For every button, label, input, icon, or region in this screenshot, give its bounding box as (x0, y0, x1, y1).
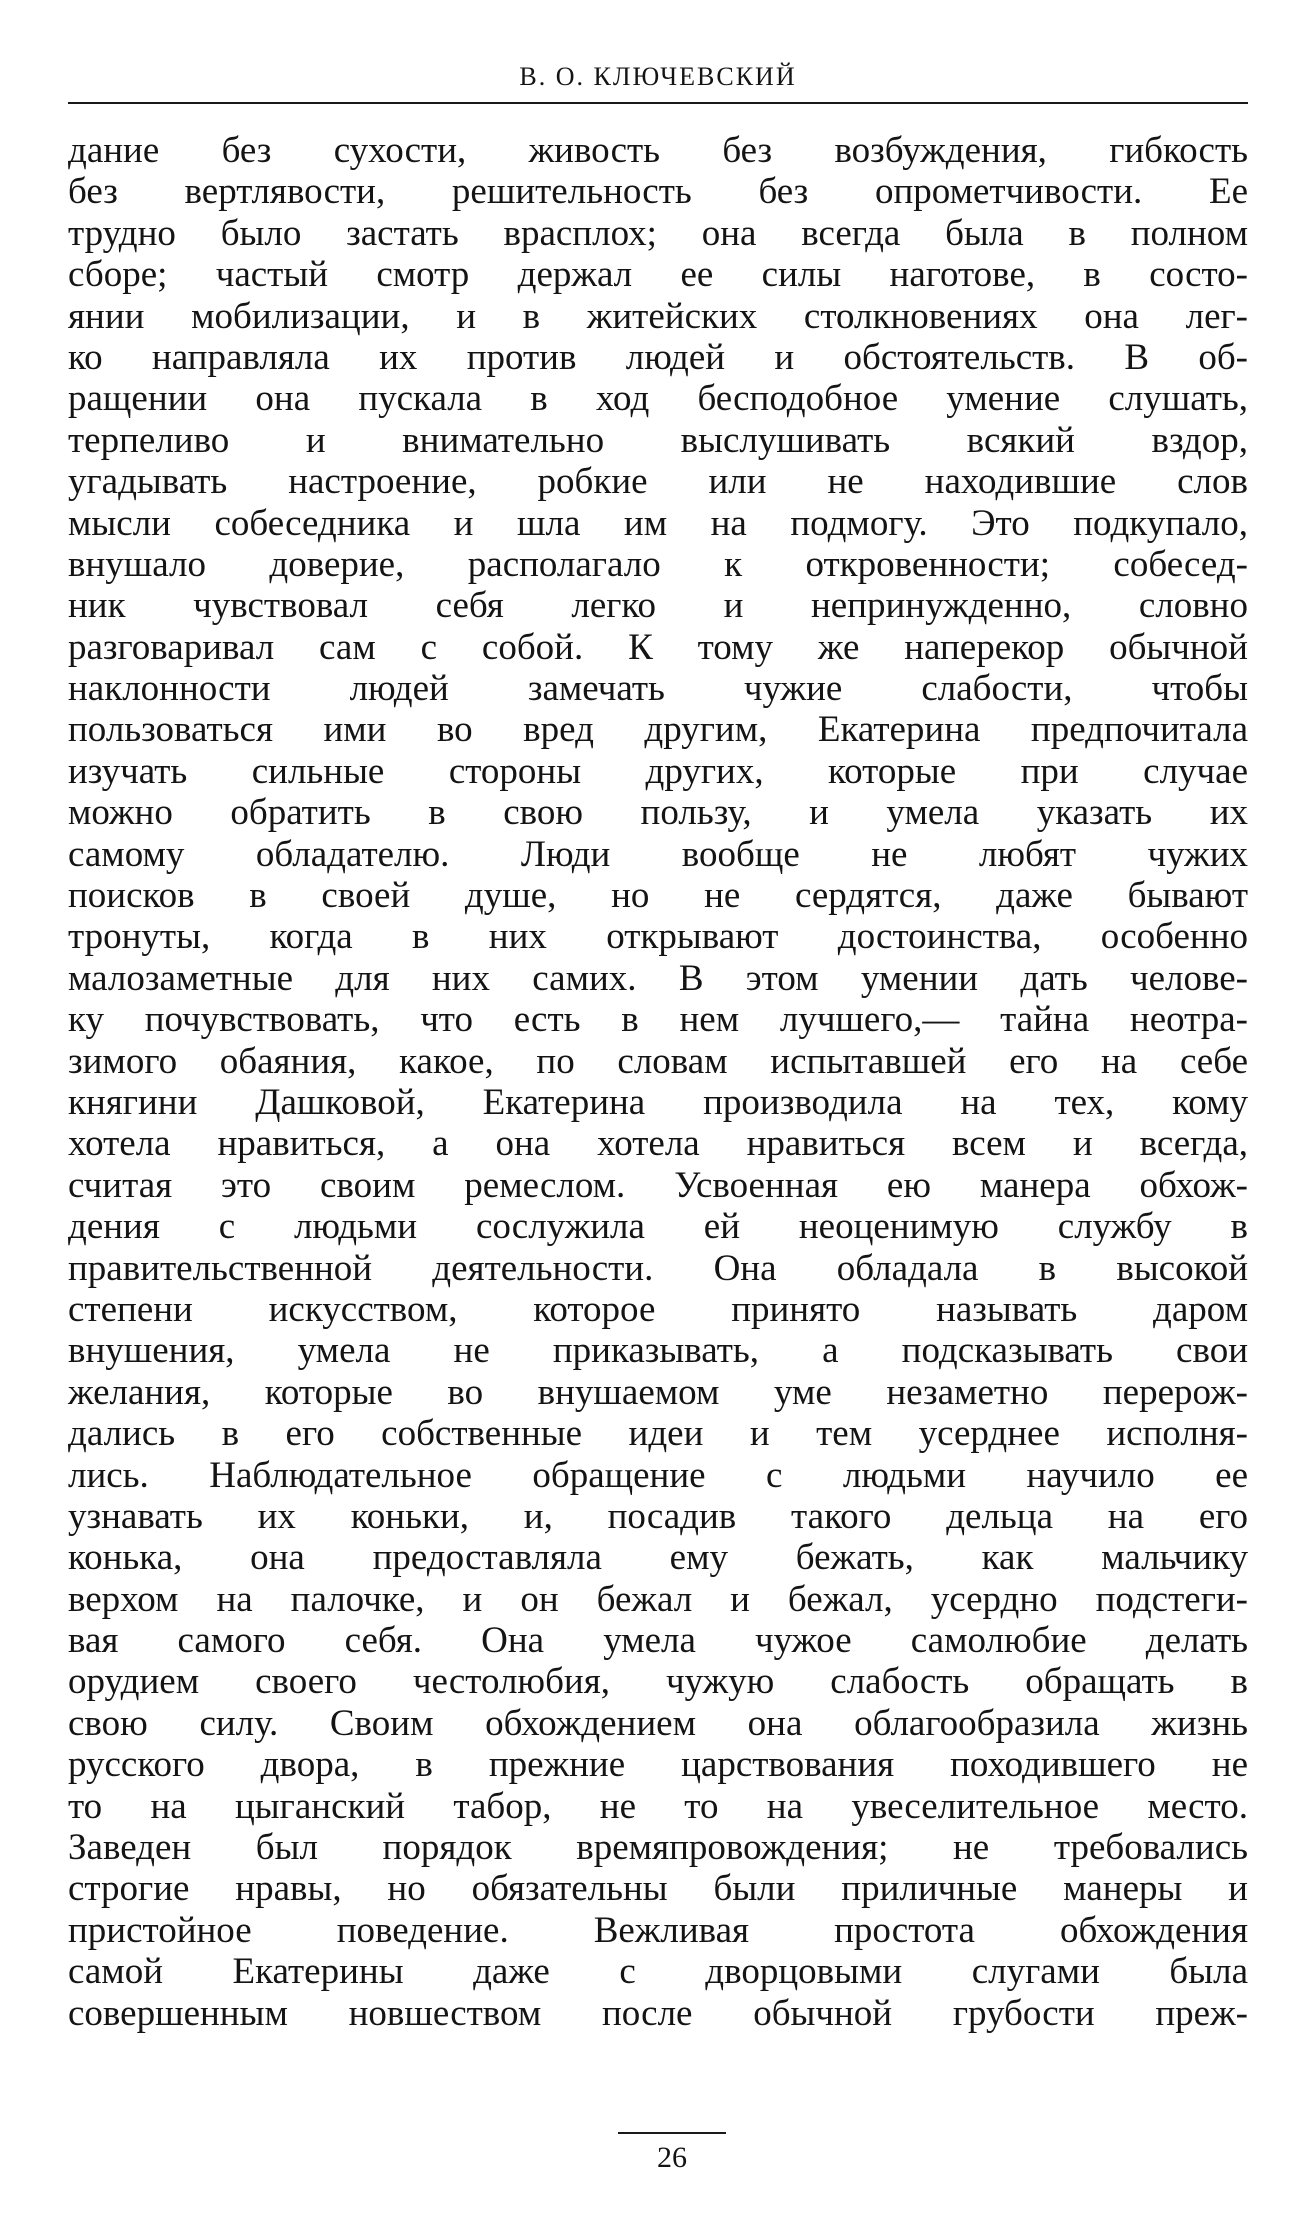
text-line: зимого обаяния, какое, по словам испытавшей его на себе (68, 1040, 1248, 1082)
text-line: наклонности людей замечать чужие слабости, чтобы (68, 668, 1248, 710)
text-line: конька, она предоставляла ему бежать, как мальчику (68, 1537, 1248, 1579)
text-line: пристойное поведение. Вежливая простота обхождения (68, 1909, 1248, 1951)
text-line: дание без сухости, живость без возбуждения, гибкость (68, 130, 1248, 171)
text-line: правительственной деятельности. Она обладала в высокой (68, 1247, 1248, 1289)
text-line: орудием своего честолюбия, чужую слабость обращать в (68, 1661, 1248, 1703)
text-line: самой Екатерины даже с дворцовыми слугами была (68, 1951, 1248, 1993)
text-line: узнавать их коньки, и, посадив такого дельца на его (68, 1495, 1248, 1537)
text-line: княгини Дашковой, Екатерина производила на тех, кому (68, 1081, 1248, 1123)
text-line: разговаривал сам с собой. К тому же наперекор обычной (68, 626, 1248, 668)
text-line: свою силу. Своим обхождением она облагообразила жизнь (68, 1702, 1248, 1744)
text-line: считая это своим ремеслом. Усвоенная ею манера обхож- (68, 1164, 1248, 1206)
body-text (68, 130, 1248, 2034)
text-line: малозаметные для них самих. В этом умении дать челове- (68, 957, 1248, 999)
text-line: Заведен был порядок времяпровождения; не требовались (68, 1827, 1248, 1869)
text-line: ко направляла их против людей и обстоятельств. В об- (68, 336, 1248, 378)
text-line: желания, которые во внушаемом уме незаметно перерож- (68, 1371, 1248, 1413)
text-line: изучать сильные стороны других, которые при случае (68, 750, 1248, 792)
text-line: лись. Наблюдательное обращение с людьми научило ее (68, 1454, 1248, 1496)
text-line: без вертлявости, решительность без опрометчивости. Ее (68, 171, 1248, 213)
text-line: дались в его собственные идеи и тем усерднее исполня- (68, 1413, 1248, 1455)
text-line: верхом на палочке, и он бежал и бежал, усердно подстеги- (68, 1578, 1248, 1620)
text-line: трудно было застать врасплох; она всегда была в полном (68, 212, 1248, 254)
text-line: внушало доверие, располагало к откровенности; собесед- (68, 543, 1248, 585)
text-line: можно обратить в свою пользу, и умела указать их (68, 792, 1248, 834)
text-line: ращении она пускала в ход бесподобное умение слушать, (68, 378, 1248, 420)
text-line: ку почувствовать, что есть в нем лучшего,— тайна неотра- (68, 999, 1248, 1041)
page-number: 26 (657, 2141, 687, 2174)
text-line: дения с людьми сослужила ей неоценимую службу в (68, 1206, 1248, 1248)
text-line: пользоваться ими во вред другим, Екатерина предпочитала (68, 709, 1248, 751)
text-line: внушения, умела не приказывать, а подсказывать свои (68, 1330, 1248, 1372)
text-line: сборе; частый смотр держал ее силы наготове, в состо- (68, 254, 1248, 296)
running-head: В. О. КЛЮЧЕВСКИЙ (519, 62, 797, 91)
text-line: угадывать настроение, робкие или не находившие слов (68, 461, 1248, 503)
text-line: ник чувствовал себя легко и непринужденно, словно (68, 585, 1248, 627)
footer-rule (618, 2132, 726, 2134)
text-line: строгие нравы, но обязательны были приличные манеры и (68, 1868, 1248, 1910)
text-line: тронуты, когда в них открывают достоинства, особенно (68, 916, 1248, 958)
text-line: совершенным новшеством после обычной грубости преж- (68, 1992, 1248, 2034)
text-line: поисков в своей душе, но не сердятся, даже бывают (68, 875, 1248, 917)
text-line: самому обладателю. Люди вообще не любят чужих (68, 833, 1248, 875)
text-line: вая самого себя. Она умела чужое самолюбие делать (68, 1620, 1248, 1662)
text-line: русского двора, в прежние царствования походившего не (68, 1744, 1248, 1786)
text-line: терпеливо и внимательно выслушивать всякий вздор, (68, 419, 1248, 461)
text-line: хотела нравиться, а она хотела нравиться всем и всегда, (68, 1123, 1248, 1165)
text-line: янии мобилизации, и в житейских столкновениях она лег- (68, 295, 1248, 337)
text-line: мысли собеседника и шла им на подмогу. Это подкупало, (68, 502, 1248, 544)
text-line: степени искусством, которое принято называть даром (68, 1288, 1248, 1330)
text-line: то на цыганский табор, не то на увеселительное место. (68, 1785, 1248, 1827)
header-rule (68, 102, 1248, 104)
